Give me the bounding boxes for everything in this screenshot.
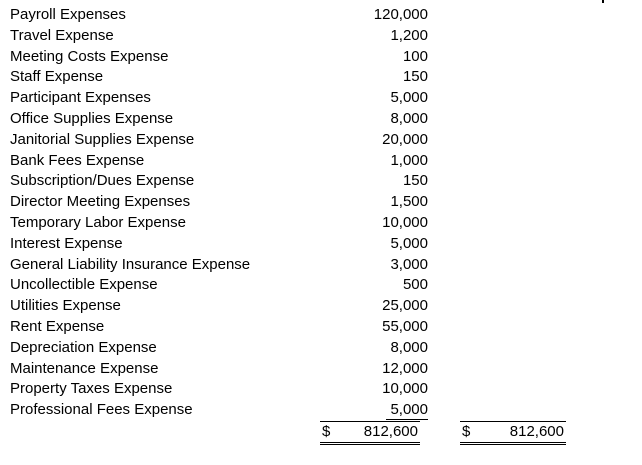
expense-row	[10, 67, 630, 88]
expense-label: Maintenance Expense	[10, 359, 159, 377]
expense-amount: 8,000	[390, 338, 428, 356]
expense-label: Janitorial Supplies Expense	[10, 130, 195, 148]
expense-row	[10, 213, 630, 234]
expense-label: Payroll Expenses	[10, 6, 126, 23]
expense-amount: 100	[402, 47, 428, 65]
expense-row	[10, 88, 630, 109]
expense-label: Professional Fees Expense	[10, 401, 193, 419]
expense-row	[10, 171, 630, 192]
expense-row	[10, 379, 630, 400]
expense-label: Travel Expense	[10, 26, 114, 44]
expense-row	[10, 109, 630, 130]
expense-ledger	[10, 5, 630, 440]
currency-symbol: $	[462, 423, 471, 440]
expense-label: Interest Expense	[10, 234, 123, 252]
expense-label: Participant Expenses	[10, 89, 151, 107]
expense-row	[10, 359, 630, 380]
expense-amount: 5,000	[390, 89, 428, 107]
expense-label: Bank Fees Expense	[10, 151, 145, 169]
expense-amount: 5,000	[386, 400, 428, 420]
expense-label: Staff Expense	[10, 68, 104, 86]
corner-mark	[602, 0, 604, 3]
subtotal-value: 812,600	[363, 423, 418, 440]
expense-label: Temporary Labor Expense	[10, 213, 186, 231]
expense-amount: 10,000	[382, 213, 428, 231]
expense-label: General Liability Insurance Expense	[10, 255, 251, 273]
expense-label: Rent Expense	[10, 317, 105, 335]
expense-amount: 55,000	[382, 317, 428, 335]
expense-amount: 150	[402, 68, 428, 86]
expense-row	[10, 338, 630, 359]
expense-amount: 1,500	[390, 193, 428, 211]
expense-label: Subscription/Dues Expense	[10, 172, 195, 190]
expense-row	[10, 317, 630, 338]
expense-amount: 25,000	[382, 297, 428, 315]
expense-row	[10, 192, 630, 213]
expense-row	[10, 296, 630, 317]
grand-total-cell	[460, 421, 566, 445]
expense-label: Property Taxes Expense	[10, 380, 173, 398]
expense-row	[10, 26, 630, 47]
expense-label: Depreciation Expense	[10, 338, 157, 356]
currency-symbol: $	[322, 423, 331, 440]
expense-row	[10, 47, 630, 68]
expense-row	[10, 400, 630, 421]
expense-row	[10, 5, 630, 26]
expense-label: Office Supplies Expense	[10, 109, 174, 127]
expense-label: Director Meeting Expenses	[10, 193, 191, 211]
expense-amount: 8,000	[390, 109, 428, 127]
expense-amount: 3,000	[390, 255, 428, 273]
grand-total-value: 812,600	[509, 423, 564, 440]
expense-amount: 1,000	[390, 151, 428, 169]
expense-row	[10, 234, 630, 255]
expense-amount: 150	[402, 172, 428, 190]
expense-amount: 500	[402, 276, 428, 294]
expense-row	[10, 255, 630, 276]
expense-amount: 1,200	[390, 26, 428, 44]
expense-label: Uncollectible Expense	[10, 276, 158, 294]
expense-amount: 10,000	[382, 380, 428, 398]
totals-row	[10, 421, 630, 443]
expense-row	[10, 130, 630, 151]
expense-amount: 12,000	[382, 359, 428, 377]
expense-label: Meeting Costs Expense	[10, 47, 169, 65]
expense-row	[10, 275, 630, 296]
subtotal-cell	[320, 421, 420, 445]
expense-amount: 120,000	[373, 6, 428, 23]
expense-label: Utilities Expense	[10, 297, 121, 315]
expense-amount: 5,000	[390, 234, 428, 252]
expense-amount: 20,000	[382, 130, 428, 148]
expense-row	[10, 151, 630, 172]
